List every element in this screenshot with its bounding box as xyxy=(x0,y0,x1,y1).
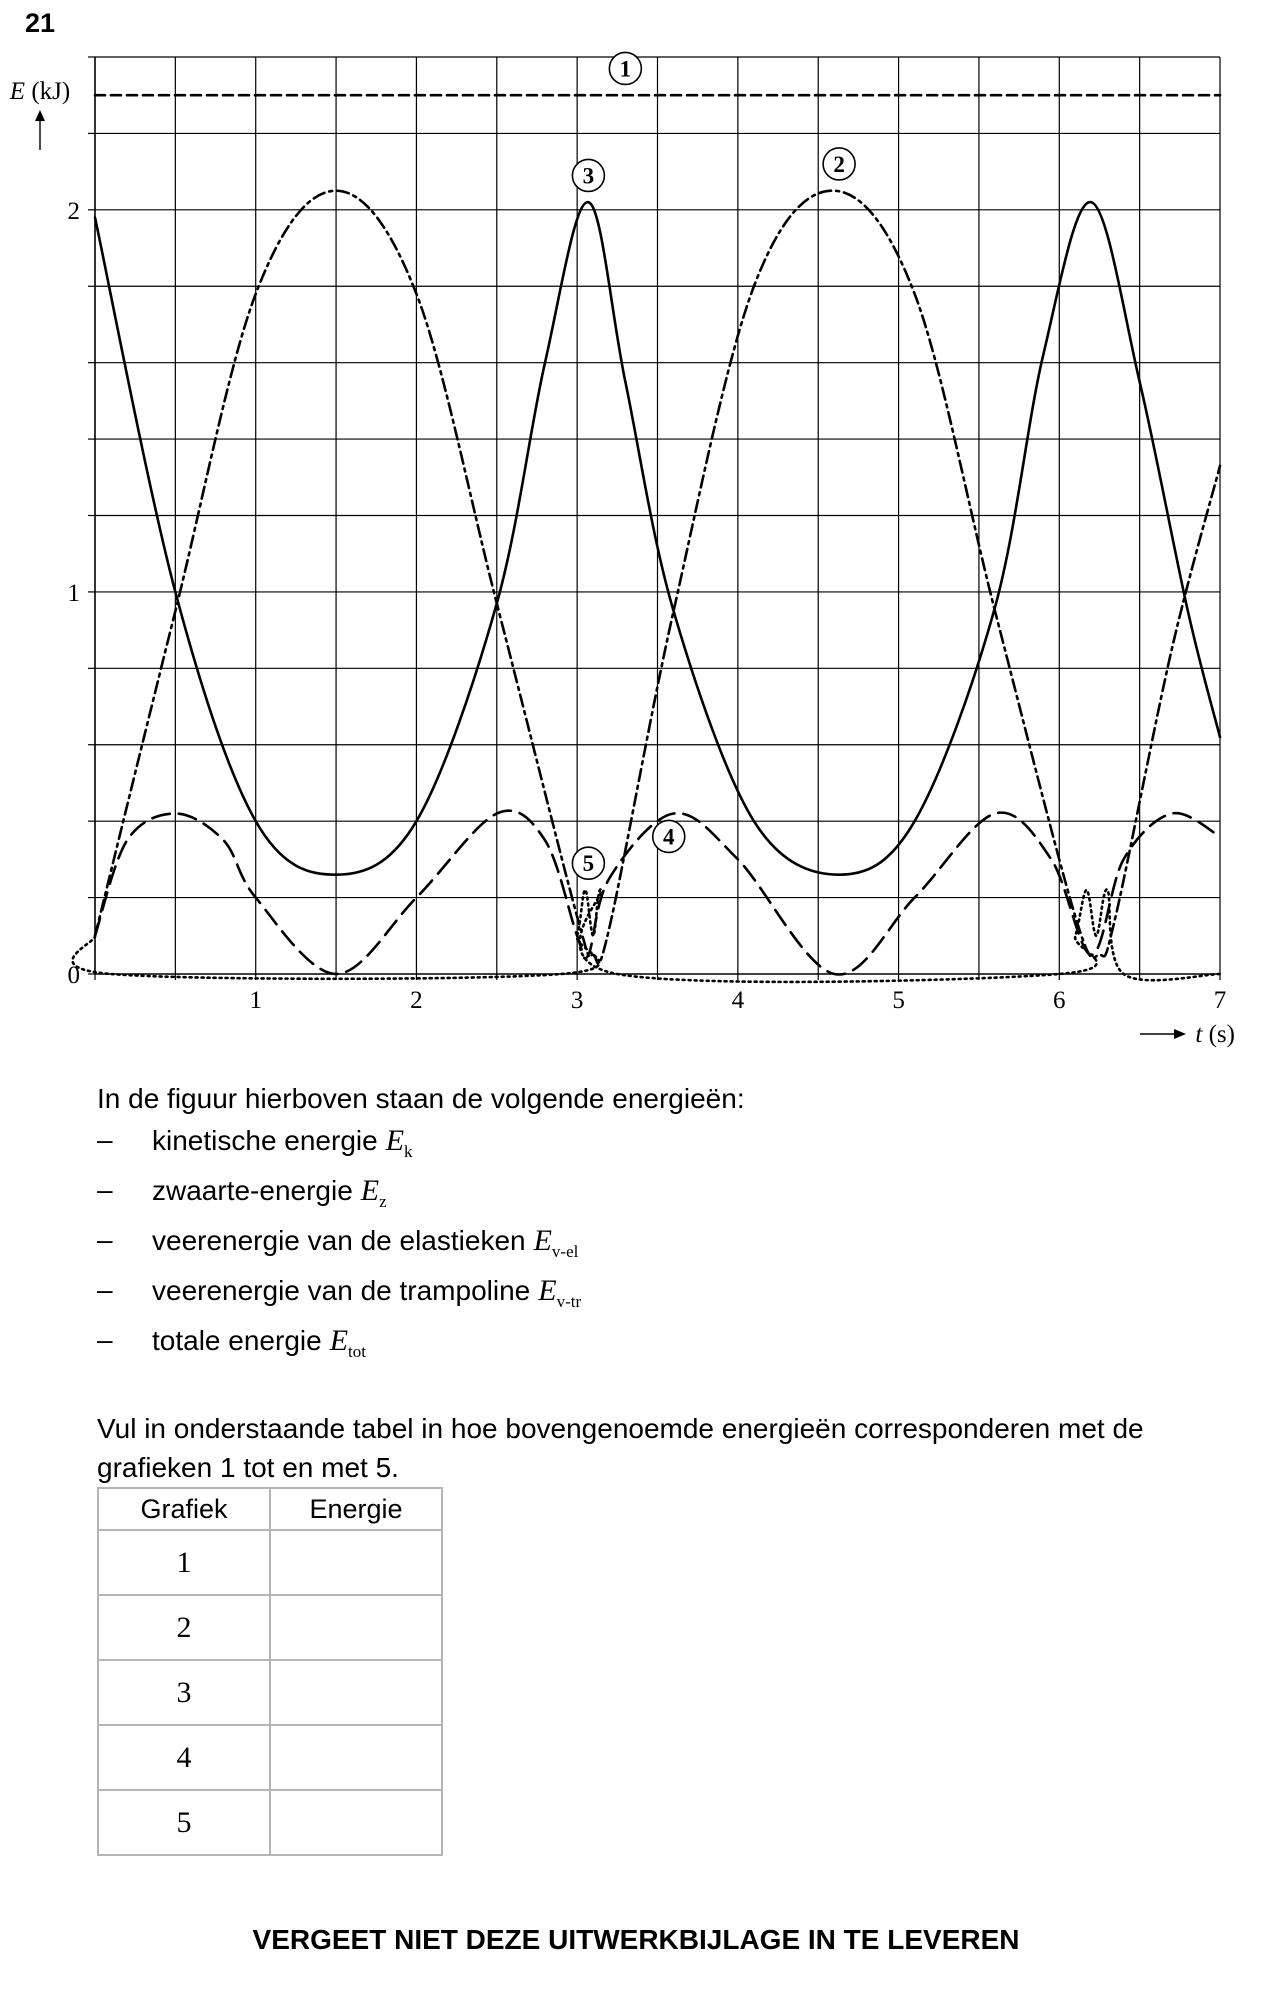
graph-label-3: 3 xyxy=(582,163,595,189)
table-row xyxy=(98,1530,442,1595)
x-axis-arrowhead xyxy=(1174,1029,1186,1039)
header-energie: Energie xyxy=(270,1488,442,1530)
grafiek-cell: 5 xyxy=(98,1790,270,1855)
energie-answer-cell[interactable] xyxy=(270,1660,442,1725)
answer-table xyxy=(97,1487,443,1856)
instruction-text: Vul in onderstaande tabel in hoe bovengenoemde energieën corresponderen met de grafieken 1 tot en met 5. xyxy=(97,1413,1144,1483)
x-tick-label: 2 xyxy=(410,987,423,1014)
x-tick-label: 1 xyxy=(249,987,262,1014)
y-tick-label: 0 xyxy=(67,962,80,989)
x-tick-label: 5 xyxy=(892,987,905,1014)
energie-answer-cell[interactable] xyxy=(270,1725,442,1790)
table-header-row xyxy=(98,1488,442,1530)
grafiek-cell: 1 xyxy=(98,1530,270,1595)
table-row xyxy=(98,1660,442,1725)
y-tick-label: 1 xyxy=(67,579,80,607)
graph-label-1: 1 xyxy=(619,56,632,82)
grafiek-cell: 4 xyxy=(98,1725,270,1790)
series-line-5 xyxy=(73,889,1220,981)
x-tick-label: 3 xyxy=(570,987,584,1014)
energie-answer-cell[interactable] xyxy=(270,1530,442,1595)
y-tick-label: 2 xyxy=(67,197,80,225)
question-number: 21 xyxy=(25,8,56,38)
y-axis-label: E (kJ) xyxy=(9,78,71,105)
energie-answer-cell[interactable] xyxy=(270,1790,442,1855)
chart-labels xyxy=(9,52,1235,1048)
graph-label-5: 5 xyxy=(582,851,595,877)
y-axis-arrowhead xyxy=(35,110,45,121)
graph-label-4: 4 xyxy=(663,824,675,850)
graph-label-2: 2 xyxy=(833,151,845,177)
grafiek-cell: 2 xyxy=(98,1595,270,1660)
x-tick-label: 4 xyxy=(731,987,745,1014)
chart-lines xyxy=(73,95,1220,982)
table-row xyxy=(98,1790,442,1855)
x-axis-label: t (s) xyxy=(1195,1021,1235,1048)
footer-note: VERGEET NIET DEZE UITWERKBIJLAGE IN TE LEVEREN xyxy=(252,1924,1020,1955)
x-tick-label: 7 xyxy=(1213,987,1227,1014)
table-row xyxy=(98,1595,442,1660)
x-tick-label: 6 xyxy=(1053,987,1066,1014)
energie-answer-cell[interactable] xyxy=(270,1595,442,1660)
header-grafiek: Grafiek xyxy=(98,1488,270,1530)
table-row xyxy=(98,1725,442,1790)
grafiek-cell: 3 xyxy=(98,1660,270,1725)
intro-text: In de figuur hierboven staan de volgende energieën: xyxy=(97,1083,745,1114)
